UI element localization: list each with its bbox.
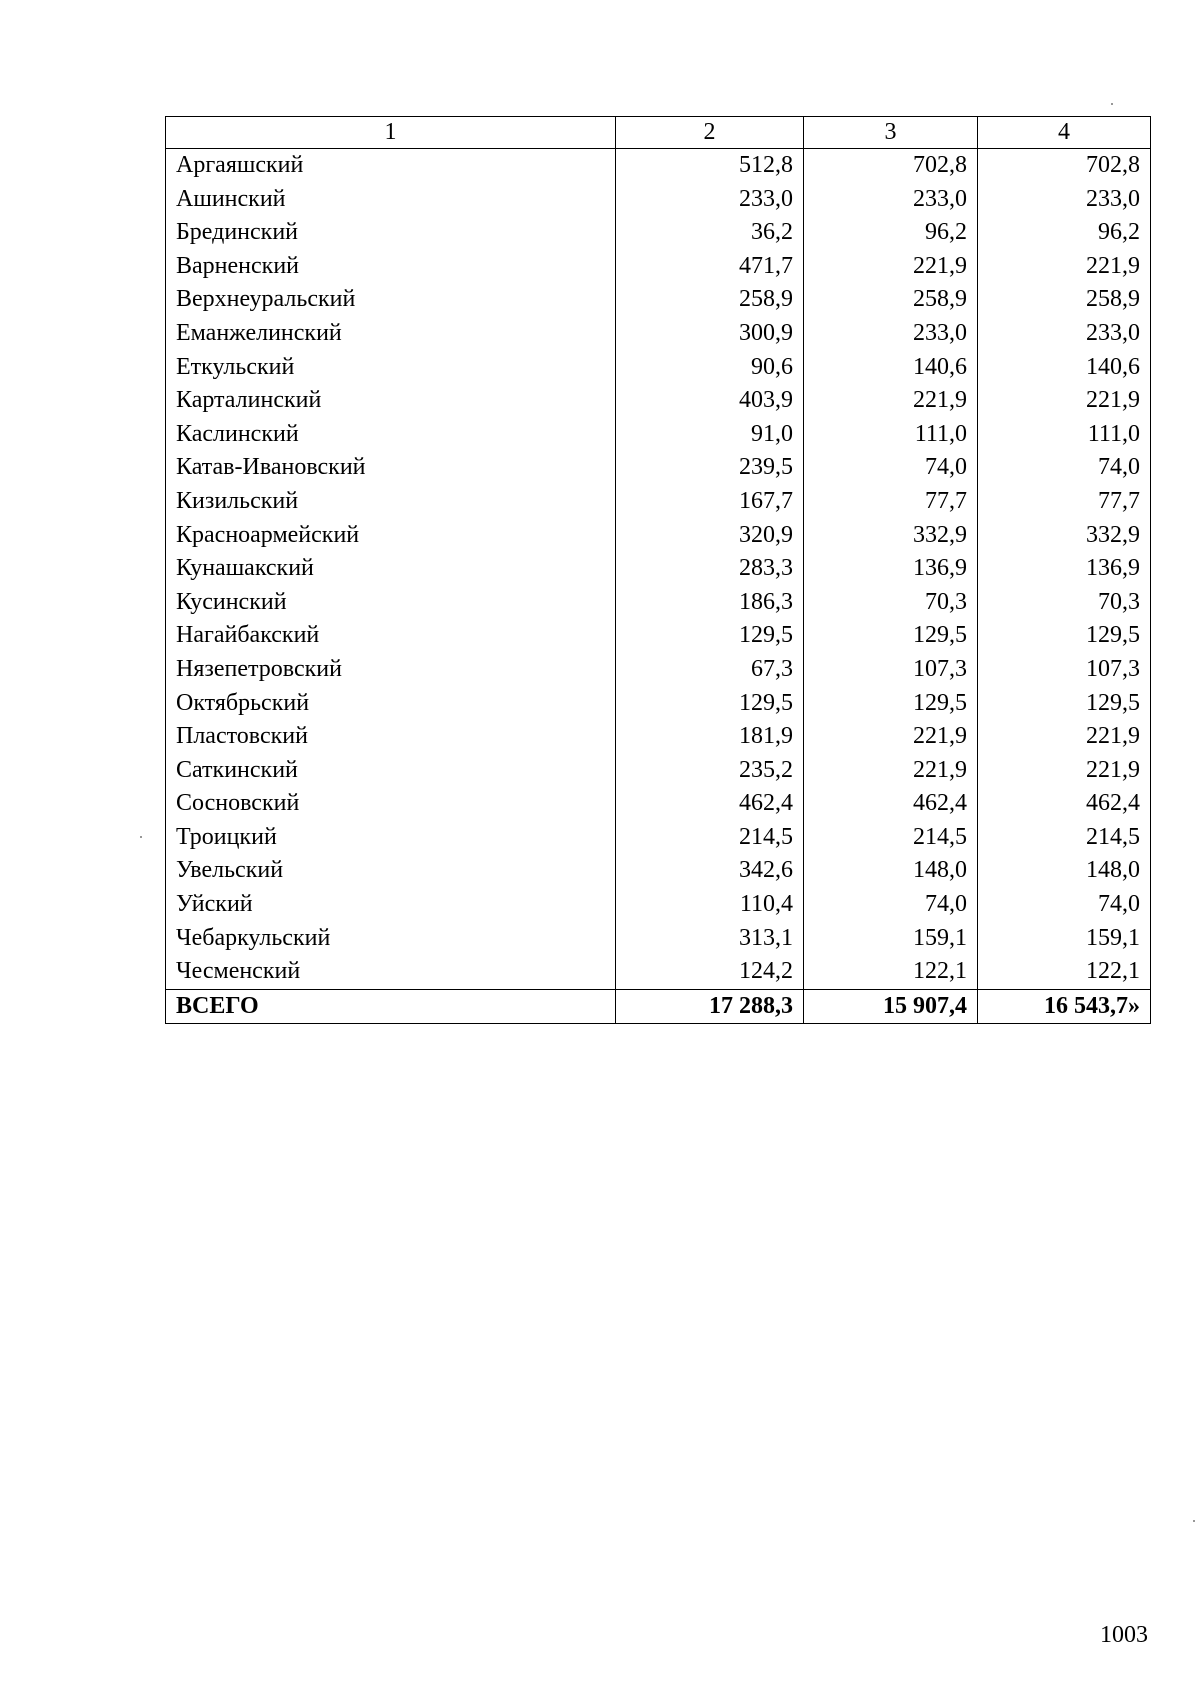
value-col3: 462,4 (804, 787, 978, 821)
value-col3: 140,6 (804, 351, 978, 385)
table-row (166, 250, 1151, 284)
table-row (166, 720, 1151, 754)
value-col3: 702,8 (804, 149, 978, 183)
value-col2: 233,0 (616, 183, 804, 217)
value-col2: 129,5 (616, 687, 804, 721)
table-row (166, 183, 1151, 217)
value-col2: 258,9 (616, 283, 804, 317)
value-col4: 129,5 (978, 619, 1151, 653)
value-col3: 258,9 (804, 283, 978, 317)
value-col3: 159,1 (804, 922, 978, 956)
table-row (166, 451, 1151, 485)
value-col4: 233,0 (978, 317, 1151, 351)
scan-speck (140, 836, 142, 838)
value-col3: 221,9 (804, 754, 978, 788)
page-number: 1003 (1100, 1622, 1148, 1648)
value-col2: 403,9 (616, 384, 804, 418)
value-col2: 342,6 (616, 854, 804, 888)
value-col4: 140,6 (978, 351, 1151, 385)
table-row (166, 687, 1151, 721)
value-col3: 77,7 (804, 485, 978, 519)
value-col2: 167,7 (616, 485, 804, 519)
value-col3: 129,5 (804, 687, 978, 721)
table-row (166, 283, 1151, 317)
value-col4: 221,9 (978, 720, 1151, 754)
value-col3: 221,9 (804, 720, 978, 754)
district-name: Карталинский (166, 384, 616, 418)
table-row (166, 351, 1151, 385)
value-col3: 214,5 (804, 821, 978, 855)
total-value-col3: 15 907,4 (804, 989, 978, 1023)
district-name: Красноармейский (166, 519, 616, 553)
district-name: Кизильский (166, 485, 616, 519)
table-row (166, 149, 1151, 183)
value-col4: 221,9 (978, 250, 1151, 284)
total-row (166, 989, 1151, 1023)
value-col2: 320,9 (616, 519, 804, 553)
table-row (166, 787, 1151, 821)
table-row (166, 384, 1151, 418)
value-col4: 332,9 (978, 519, 1151, 553)
total-value-col4: 16 543,7» (978, 989, 1151, 1023)
value-col4: 258,9 (978, 283, 1151, 317)
value-col2: 512,8 (616, 149, 804, 183)
value-col2: 110,4 (616, 888, 804, 922)
value-col3: 136,9 (804, 552, 978, 586)
value-col4: 111,0 (978, 418, 1151, 452)
district-name: Еманжелинский (166, 317, 616, 351)
value-col4: 74,0 (978, 451, 1151, 485)
district-name: Брединский (166, 216, 616, 250)
column-header-1: 1 (166, 117, 616, 149)
value-col2: 186,3 (616, 586, 804, 620)
district-name: Еткульский (166, 351, 616, 385)
district-name: Октябрьский (166, 687, 616, 721)
value-col3: 111,0 (804, 418, 978, 452)
table-footer (166, 989, 1151, 1023)
district-name: Пластовский (166, 720, 616, 754)
value-col3: 233,0 (804, 317, 978, 351)
table-row (166, 821, 1151, 855)
value-col3: 233,0 (804, 183, 978, 217)
value-col4: 77,7 (978, 485, 1151, 519)
table-row (166, 485, 1151, 519)
value-col3: 221,9 (804, 250, 978, 284)
value-col2: 214,5 (616, 821, 804, 855)
value-col3: 221,9 (804, 384, 978, 418)
district-name: Чесменский (166, 955, 616, 989)
value-col2: 300,9 (616, 317, 804, 351)
table-row (166, 519, 1151, 553)
value-col4: 159,1 (978, 922, 1151, 956)
district-name: Аргаяшский (166, 149, 616, 183)
value-col4: 462,4 (978, 787, 1151, 821)
table-row (166, 922, 1151, 956)
table-body (166, 149, 1151, 990)
header-row (166, 117, 1151, 149)
table-row (166, 653, 1151, 687)
value-col3: 96,2 (804, 216, 978, 250)
table-row (166, 552, 1151, 586)
value-col3: 129,5 (804, 619, 978, 653)
value-col4: 214,5 (978, 821, 1151, 855)
table-row (166, 586, 1151, 620)
value-col4: 70,3 (978, 586, 1151, 620)
district-name: Нагайбакский (166, 619, 616, 653)
value-col4: 233,0 (978, 183, 1151, 217)
district-name: Чебаркульский (166, 922, 616, 956)
district-name: Уйский (166, 888, 616, 922)
table-row (166, 888, 1151, 922)
value-col2: 91,0 (616, 418, 804, 452)
total-label: ВСЕГО (166, 989, 616, 1023)
district-name: Катав-Ивановский (166, 451, 616, 485)
value-col3: 332,9 (804, 519, 978, 553)
value-col2: 313,1 (616, 922, 804, 956)
value-col2: 67,3 (616, 653, 804, 687)
scan-speck (1193, 1520, 1195, 1522)
value-col4: 129,5 (978, 687, 1151, 721)
district-name: Верхнеуральский (166, 283, 616, 317)
district-name: Ашинский (166, 183, 616, 217)
table-row (166, 854, 1151, 888)
value-col3: 148,0 (804, 854, 978, 888)
total-value-col2: 17 288,3 (616, 989, 804, 1023)
value-col2: 235,2 (616, 754, 804, 788)
value-col3: 70,3 (804, 586, 978, 620)
district-name: Кунашакский (166, 552, 616, 586)
value-col2: 181,9 (616, 720, 804, 754)
table-row (166, 216, 1151, 250)
column-header-4: 4 (978, 117, 1151, 149)
table-row (166, 955, 1151, 989)
value-col3: 74,0 (804, 888, 978, 922)
value-col4: 96,2 (978, 216, 1151, 250)
value-col2: 124,2 (616, 955, 804, 989)
value-col4: 221,9 (978, 384, 1151, 418)
value-col4: 122,1 (978, 955, 1151, 989)
value-col4: 221,9 (978, 754, 1151, 788)
budget-table (165, 116, 1151, 1024)
value-col2: 90,6 (616, 351, 804, 385)
scan-speck (1111, 103, 1113, 105)
district-name: Сосновский (166, 787, 616, 821)
table-row (166, 754, 1151, 788)
district-name: Увельский (166, 854, 616, 888)
table-row (166, 418, 1151, 452)
district-name: Кусинский (166, 586, 616, 620)
column-header-3: 3 (804, 117, 978, 149)
district-name: Саткинский (166, 754, 616, 788)
value-col4: 136,9 (978, 552, 1151, 586)
table-row (166, 317, 1151, 351)
value-col2: 129,5 (616, 619, 804, 653)
value-col4: 107,3 (978, 653, 1151, 687)
value-col4: 702,8 (978, 149, 1151, 183)
value-col2: 462,4 (616, 787, 804, 821)
value-col4: 148,0 (978, 854, 1151, 888)
value-col2: 283,3 (616, 552, 804, 586)
column-header-2: 2 (616, 117, 804, 149)
value-col4: 74,0 (978, 888, 1151, 922)
table-row (166, 619, 1151, 653)
district-name: Варненский (166, 250, 616, 284)
value-col3: 107,3 (804, 653, 978, 687)
value-col3: 74,0 (804, 451, 978, 485)
district-name: Каслинский (166, 418, 616, 452)
district-name: Нязепетровский (166, 653, 616, 687)
value-col3: 122,1 (804, 955, 978, 989)
district-name: Троицкий (166, 821, 616, 855)
value-col2: 36,2 (616, 216, 804, 250)
value-col2: 471,7 (616, 250, 804, 284)
value-col2: 239,5 (616, 451, 804, 485)
table-header (166, 117, 1151, 149)
